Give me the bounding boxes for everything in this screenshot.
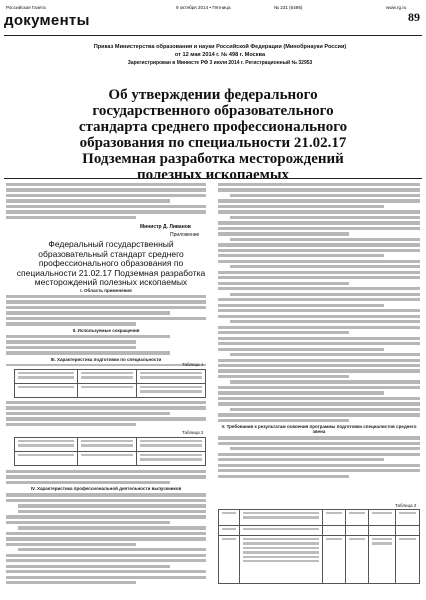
table2-label: Таблица 2 [182, 430, 204, 435]
document-headline: Об утверждении федерального государственного образовательного стандарта среднего профессионального образования по специальности 21.02.17 Подземная разработка месторождений полезных ископаемых [78, 87, 348, 183]
table1-label: Таблица 1 [182, 362, 204, 367]
header-rule [4, 35, 422, 36]
right-column-body: V. Требования к результатам освоения программы подготовки специалистов среднего звена [218, 183, 420, 498]
publication-name: Российская Газета [6, 5, 46, 10]
intro-paragraph-left [6, 183, 206, 223]
issue-date: 9 октября 2014 • Пятница [176, 5, 231, 10]
left-column-body-2 [6, 401, 206, 431]
order-issuer: Приказ Министерства образования и науки Российской Федерации (Минобрнауки России) [93, 44, 347, 50]
appendix-label: Приложение [170, 232, 200, 238]
section-title: документы [4, 12, 90, 29]
left-column-body-3: IV. Характеристика профессиональной деятельности выпускников [6, 470, 206, 595]
minister-signature: Министр Д. Ливанов [140, 224, 191, 230]
order-date: от 12 мая 2014 г. № 498 г. Москва [174, 52, 266, 58]
page-number: 89 [408, 10, 420, 24]
left-column-body-1: I. Область применения II. Используемые сокращения III. Характеристика подготовки по специальности [6, 286, 206, 366]
table-1 [14, 369, 206, 398]
issue-number: № 231 (6498) [274, 5, 303, 10]
table3-label: Таблица 3 [395, 503, 417, 508]
standard-title: Федеральный государственный образовательный стандарт среднего профессионального образования по специальности 21.02.17 Подземная разработка месторождений полезных ископаемых [16, 239, 206, 287]
headline-rule [4, 178, 422, 179]
table-2 [14, 437, 206, 466]
order-registration: Зарегистрирован в Минюсте РФ 3 июля 2014 г. Регистрационный № 32953 [127, 60, 313, 66]
table-3 [218, 509, 420, 584]
site-url: www.rg.ru [386, 5, 407, 10]
